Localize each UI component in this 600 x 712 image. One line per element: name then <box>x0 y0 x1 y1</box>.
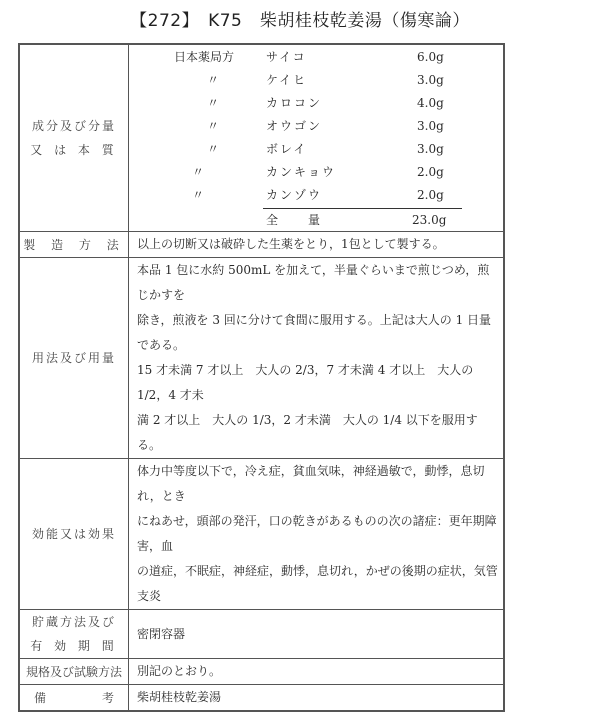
composition-item <box>129 115 503 137</box>
composition-total <box>129 209 503 231</box>
item-name: カンゾウ <box>266 188 323 202</box>
item-name: オウゴン <box>266 119 323 133</box>
efficacy-label: 効能又は効果 <box>19 459 129 610</box>
efficacy-line: にねあせ，頭部の発汗，口の乾きがあるものの次の諸症：更年期障害，血 <box>137 514 497 553</box>
manufacturing-label: 製 造 方 法 <box>19 232 129 258</box>
specifications-text: 別記のとおり。 <box>129 659 505 685</box>
item-source: 〃 <box>207 119 220 133</box>
efficacy-row <box>19 459 504 610</box>
efficacy-text <box>129 459 505 610</box>
dosage-line: 除き，煎液を 3 回に分けて食間に服用する。上記は大人の 1 日量である。 <box>137 313 492 352</box>
item-amount: 2.0g <box>417 188 444 202</box>
manufacturing-text: 以上の切断又は破砕した生薬をとり，1包として製する。 <box>129 232 505 258</box>
item-name: ケイヒ <box>266 73 308 87</box>
dosage-label: 用法及び用量 <box>19 258 129 459</box>
efficacy-line: の道症，不眠症，神経症，動悸，息切れ，かぜの後期の症状，気管支炎 <box>137 564 498 603</box>
specifications-label: 規格及び試験方法 <box>19 659 129 685</box>
item-source: 〃 <box>192 165 205 179</box>
item-amount: 3.0g <box>417 119 444 133</box>
item-amount: 3.0g <box>417 73 444 87</box>
composition-label <box>19 44 129 232</box>
composition-item <box>129 46 503 68</box>
item-source: 日本薬局方 <box>174 50 235 64</box>
item-amount: 4.0g <box>417 96 444 110</box>
composition-row <box>19 44 504 232</box>
item-amount: 3.0g <box>417 142 444 156</box>
composition-item <box>129 69 503 91</box>
item-name: ボレイ <box>266 142 308 156</box>
remarks-text: 柴胡桂枝乾姜湯 <box>129 685 505 712</box>
storage-row <box>19 610 504 659</box>
composition-item <box>129 138 503 160</box>
dosage-line: 本品 1 包に水約 500mL を加えて，半量ぐらいまで煎じつめ，煎じかすを <box>137 263 490 302</box>
total-amount: 23.0g <box>412 213 447 227</box>
dosage-text <box>129 258 505 459</box>
storage-text: 密閉容器 <box>129 610 505 659</box>
storage-label <box>19 610 129 659</box>
composition-cell <box>129 44 505 232</box>
storage-label-line1: 貯蔵方法及び <box>31 615 116 629</box>
composition-item <box>129 161 503 183</box>
item-name: カンキョウ <box>266 165 337 179</box>
item-name: カロコン <box>266 96 323 110</box>
remarks-label-right: 考 <box>101 690 114 705</box>
item-amount: 6.0g <box>417 50 444 64</box>
dosage-line: 15 才未満 7 才以上 大人の 2/3，7 才未満 4 才以上 大人の 1/2，4 才未 <box>137 363 474 402</box>
monograph-table <box>18 43 505 712</box>
manufacturing-row <box>19 232 504 258</box>
storage-label-line2: 有 効 期 間 <box>30 639 118 653</box>
specifications-row <box>19 659 504 685</box>
remarks-row <box>19 685 504 712</box>
item-source: 〃 <box>192 188 205 202</box>
composition-label-line1: 成分及び分量 <box>31 119 116 133</box>
item-source: 〃 <box>207 73 220 87</box>
total-label: 全 量 <box>266 213 323 227</box>
composition-list <box>129 45 503 231</box>
dosage-row <box>19 258 504 459</box>
page-title: 【272】 K75 柴胡桂枝乾姜湯（傷寒論） <box>130 11 470 31</box>
composition-item <box>129 184 503 206</box>
composition-item <box>129 92 503 114</box>
dosage-line: 満 2 才以上 大人の 1/3，2 才未満 大人の 1/4 以下を服用する。 <box>137 413 478 452</box>
composition-label-line2: 又 は 本 質 <box>30 143 118 157</box>
item-source: 〃 <box>207 142 220 156</box>
item-name: サイコ <box>266 50 307 64</box>
remarks-label-left: 備 <box>34 690 47 705</box>
item-amount: 2.0g <box>417 165 444 179</box>
item-source: 〃 <box>207 96 220 110</box>
remarks-label <box>19 685 129 712</box>
efficacy-line: 体力中等度以下で，冷え症，貧血気味，神経過敏で，動悸，息切れ，とき <box>137 464 485 503</box>
